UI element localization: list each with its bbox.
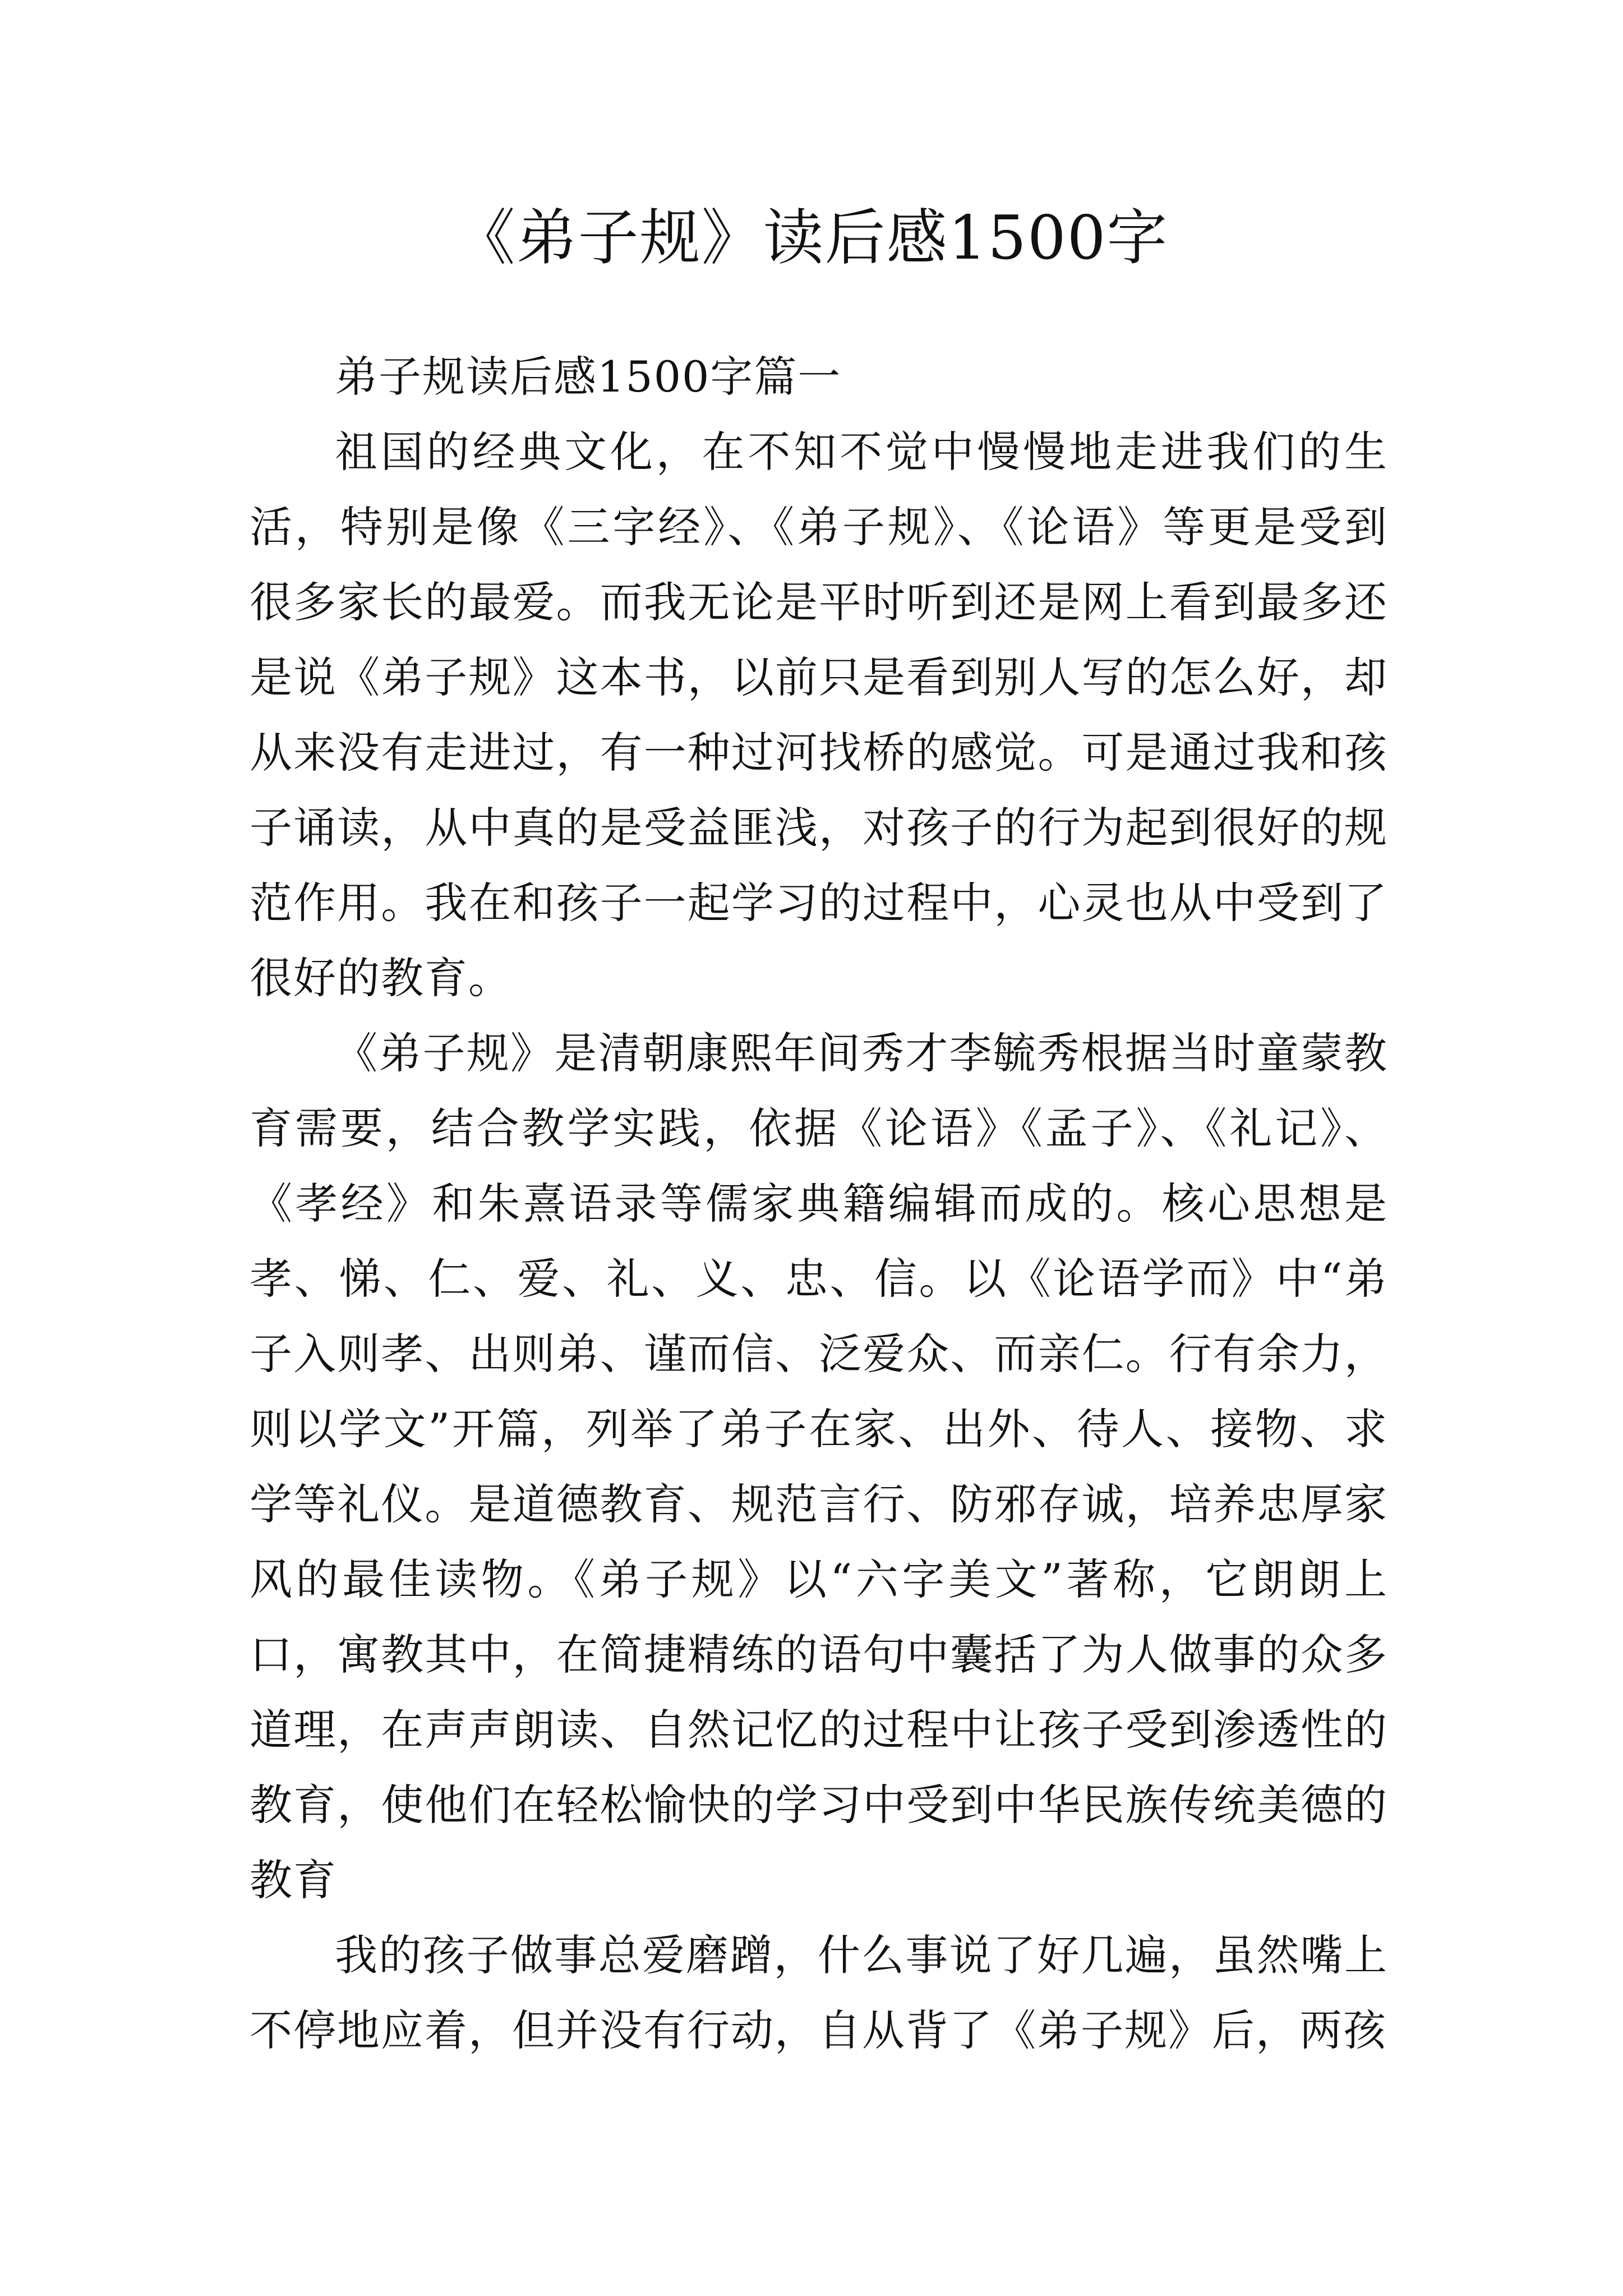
section-heading: 弟子规读后感1500字篇一: [335, 352, 842, 402]
document-body: [250, 339, 1388, 2068]
paragraph-3: 我的孩子做事总爱磨蹭，什么事说了好几遍，虽然嘴上不停地应着，但并没有行动，自从背了《弟子规》后，两孩: [250, 1930, 1388, 2055]
page-title: 《弟子规》读后感1500字: [454, 203, 1169, 273]
paragraph-1: 祖国的经典文化，在不知不觉中慢慢地走进我们的生活，特别是像《三字经》、《弟子规》、《论语》等更是受到很多家长的最爱。而我无论是平时听到还是网上看到最多还是说《弟子规》这本书，以前只是看到别人写的怎么好，却从来没有走进过，有一种过河找桥的感觉。可是通过我和孩子诵读，从中真的是受益匪浅，对孩子的行为起到很好的规范作用。我在和孩子一起学习的过程中，心灵也从中受到了很好的教育。: [250, 427, 1388, 1003]
paragraph-2: 《弟子规》是清朝康熙年间秀才李毓秀根据当时童蒙教育需要，结合教学实践，依据《论语》《孟子》、《礼记》、《孝经》和朱熹语录等儒家典籍编辑而成的。核心思想是孝、悌、仁、爱、礼、义、忠、信。以《论语学而》中“弟子入则孝、出则弟、谨而信、泛爱众、而亲仁。行有余力，则以学文”开篇，列举了弟子在家、出外、待人、接物、求学等礼仪。是道德教育、规范言行、防邪存诚，培养忠厚家风的最佳读物。《弟子规》以“六字美文”著称，它朗朗上口，寓教其中，在简捷精练的语句中囊括了为人做事的众多道理，在声声朗读、自然记忆的过程中让孩子受到渗透性的教育，使他们在轻松愉快的学习中受到中华民族传统美德的教育: [250, 1028, 1388, 1905]
